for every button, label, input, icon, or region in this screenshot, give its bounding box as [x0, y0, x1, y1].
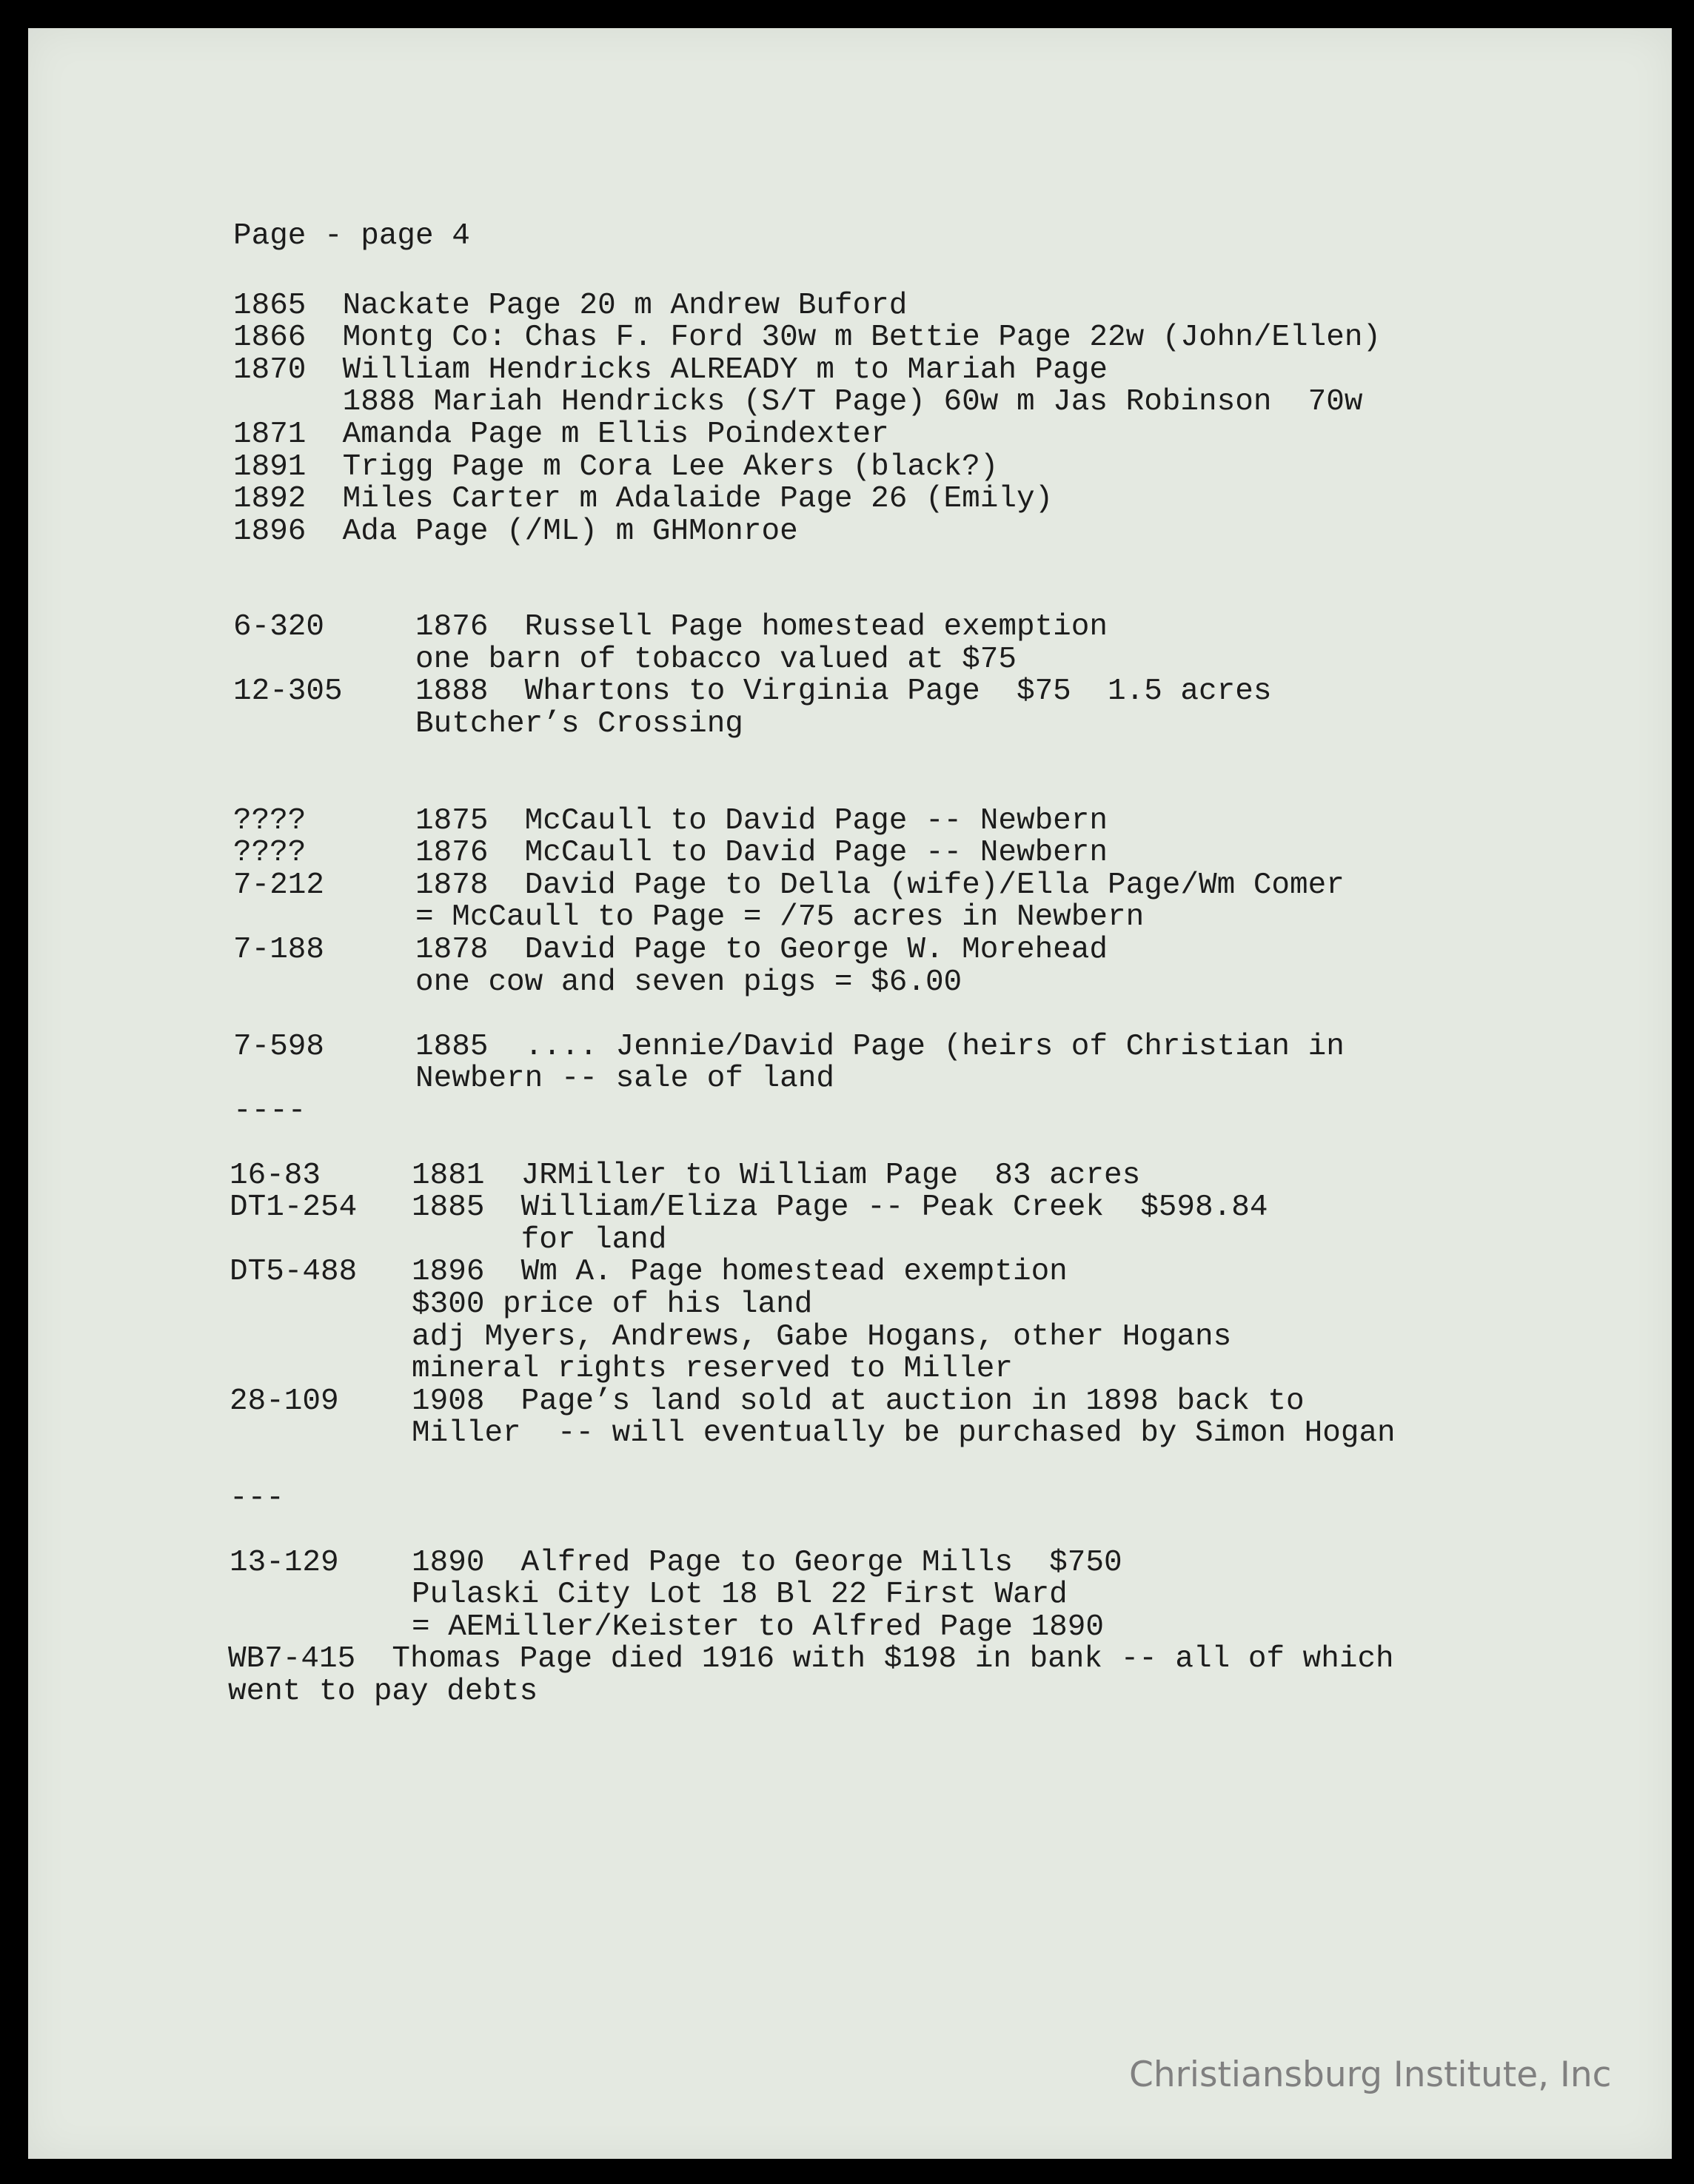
text-line: one barn of tobacco valued at $75 [233, 643, 1017, 677]
separator-line: ---- [233, 1094, 307, 1128]
text-line: = AEMiller/Keister to Alfred Page 1890 [230, 1610, 1104, 1644]
watermark: Christiansburg Institute, Inc [1129, 2054, 1612, 2095]
text-line: 6-320 1876 Russell Page homestead exemption [233, 610, 1108, 644]
text-line: 1892 Miles Carter m Adalaide Page 26 (Emily) [233, 482, 1054, 516]
text-line: 1870 William Hendricks ALREADY m to Mariah Page [233, 353, 1108, 387]
separator-line: --- [230, 1481, 284, 1515]
text-line: went to pay debts [228, 1675, 538, 1709]
text-line: 1871 Amanda Page m Ellis Poindexter [233, 418, 889, 452]
text-line: Butcher’s Crossing [233, 707, 743, 741]
text-line: DT5-488 1896 Wm A. Page homestead exemption [230, 1255, 1068, 1289]
text-line: ???? 1875 McCaull to David Page -- Newbern [233, 804, 1108, 838]
text-line: Newbern -- sale of land [233, 1062, 834, 1096]
text-line: DT1-254 1885 William/Eliza Page -- Peak Creek $598.84 [230, 1190, 1268, 1225]
text-line: Miller -- will eventually be purchased by Simon Hogan [230, 1416, 1396, 1450]
text-line: 16-83 1881 JRMiller to William Page 83 acres [230, 1159, 1141, 1193]
text-line: 7-188 1878 David Page to George W. Morehead [233, 933, 1108, 967]
text-line: mineral rights reserved to Miller [230, 1352, 1013, 1386]
text-line: adj Myers, Andrews, Gabe Hogans, other Hogans [230, 1320, 1232, 1354]
text-line: 7-598 1885 .... Jennie/David Page (heirs of Christian in [233, 1030, 1345, 1064]
text-line: 1888 Mariah Hendricks (S/T Page) 60w m Jas Robinson 70w [233, 385, 1363, 419]
page-title: Page - page 4 [233, 219, 470, 253]
text-line: 1866 Montg Co: Chas F. Ford 30w m Bettie Page 22w (John/Ellen) [233, 321, 1382, 355]
text-line: WB7-415 Thomas Page died 1916 with $198 in bank -- all of which [228, 1642, 1394, 1676]
text-line: $300 price of his land [230, 1287, 813, 1322]
text-line: ???? 1876 McCaull to David Page -- Newbern [233, 836, 1108, 870]
text-line: one cow and seven pigs = $6.00 [233, 965, 962, 999]
text-line: for land [230, 1223, 667, 1257]
text-line: 1896 Ada Page (/ML) m GHMonroe [233, 515, 798, 549]
text-line: 7-212 1878 David Page to Della (wife)/Ella Page/Wm Comer [233, 868, 1345, 902]
text-line: 28-109 1908 Page’s land sold at auction in 1898 back to [230, 1384, 1305, 1418]
text-line: 13-129 1890 Alfred Page to George Mills $750 [230, 1546, 1122, 1580]
text-line: 1865 Nackate Page 20 m Andrew Buford [233, 289, 908, 323]
text-line: Pulaski City Lot 18 Bl 22 First Ward [230, 1578, 1068, 1612]
text-line: 12-305 1888 Whartons to Virginia Page $75 1.5 acres [233, 674, 1272, 709]
text-line: 1891 Trigg Page m Cora Lee Akers (black?) [233, 450, 999, 484]
text-line: = McCaull to Page = /75 acres in Newbern [233, 900, 1145, 934]
